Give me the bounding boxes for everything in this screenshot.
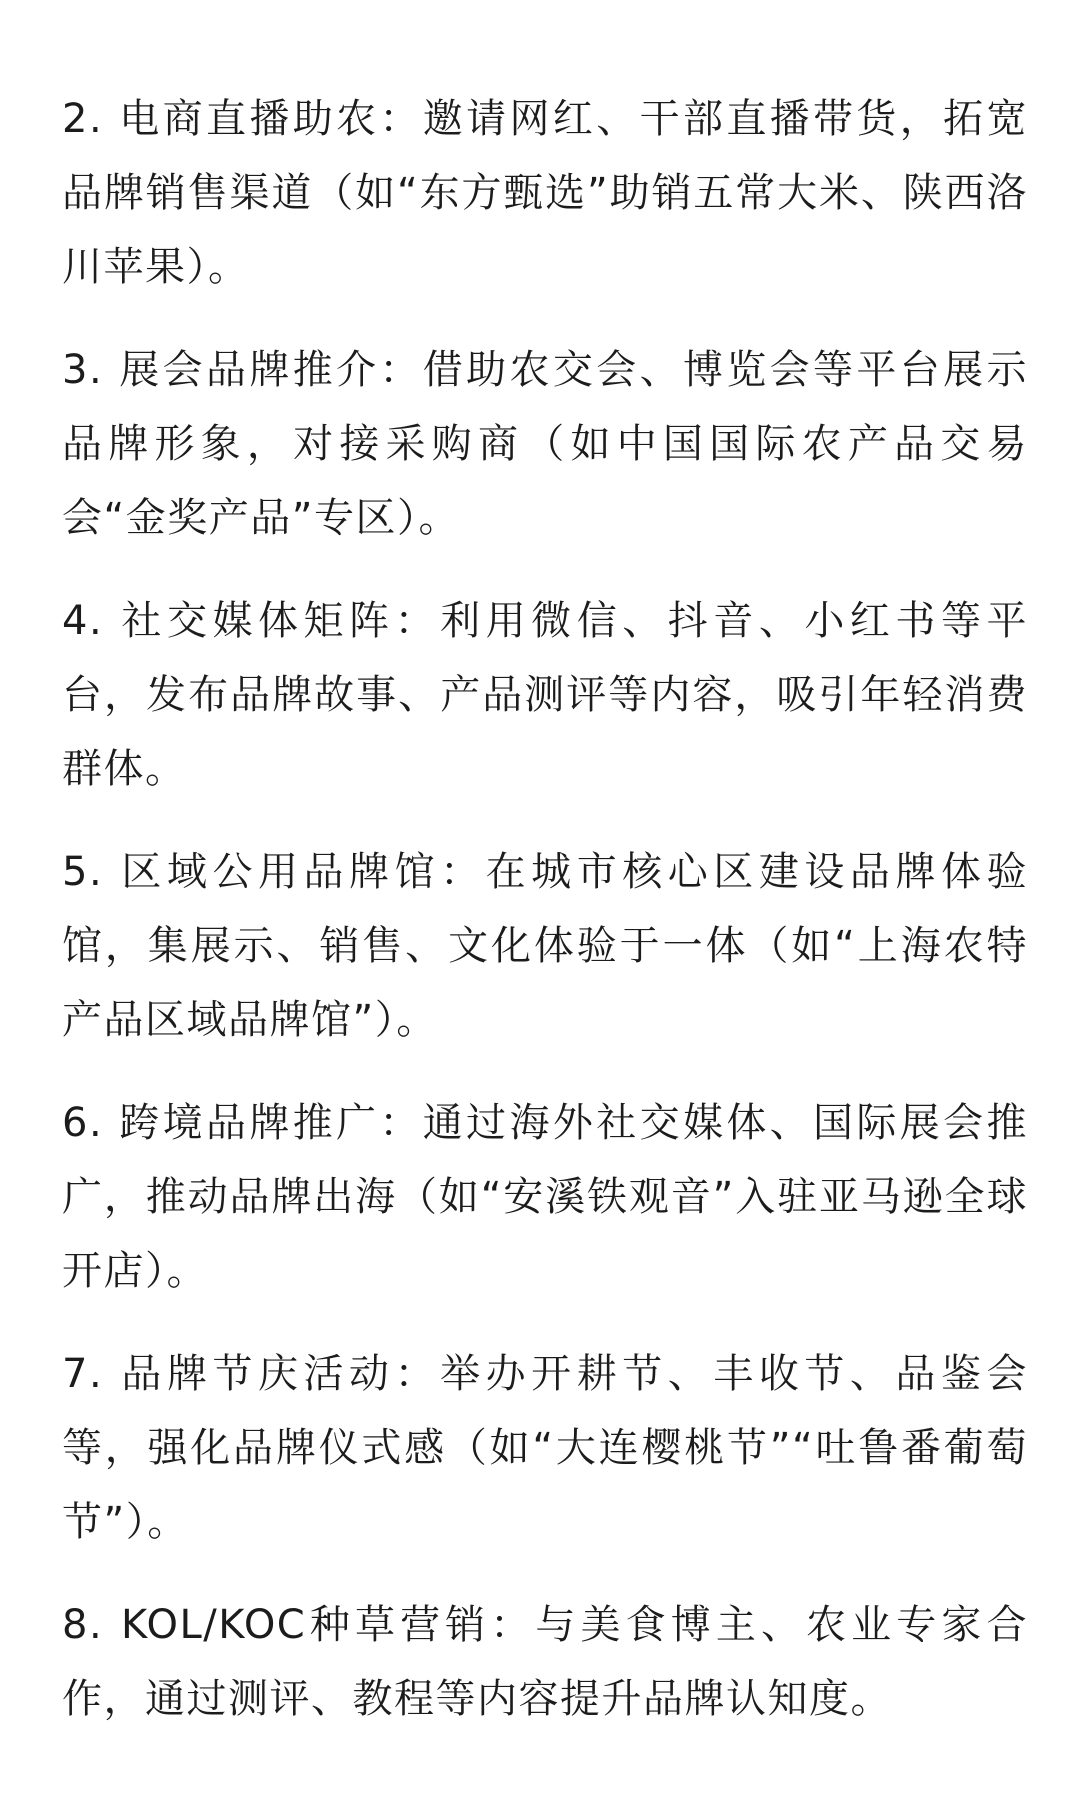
list-item-cross-border: 6. 跨境品牌推广：通过海外社交媒体、国际展会推广，推动品牌出海（如“安溪铁观音”入驻亚马逊全球开店）。 <box>62 1100 1028 1294</box>
list-item-brand-hall: 5. 区域公用品牌馆：在城市核心区建设品牌体验馆，集展示、销售、文化体验于一体（如“上海农特产品区域品牌馆”）。 <box>62 849 1028 1043</box>
list-item-exhibition: 3. 展会品牌推介：借助农交会、博览会等平台展示品牌形象，对接采购商（如中国国际农产品交易会“金奖产品”专区）。 <box>62 347 1028 541</box>
article-body <box>62 82 1028 1765</box>
list-item-kol-koc: 8. KOL/KOC种草营销：与美食博主、农业专家合作，通过测评、教程等内容提升品牌认知度。 <box>62 1602 1028 1722</box>
list-item-social-media: 4. 社交媒体矩阵：利用微信、抖音、小红书等平台，发布品牌故事、产品测评等内容，吸引年轻消费群体。 <box>62 598 1028 792</box>
list-item-e-commerce-live: 2. 电商直播助农：邀请网红、干部直播带货，拓宽品牌销售渠道（如“东方甄选”助销五常大米、陕西洛川苹果）。 <box>62 96 1028 290</box>
list-item-festival: 7. 品牌节庆活动：举办开耕节、丰收节、品鉴会等，强化品牌仪式感（如“大连樱桃节”“吐鲁番葡萄节”）。 <box>62 1351 1028 1545</box>
